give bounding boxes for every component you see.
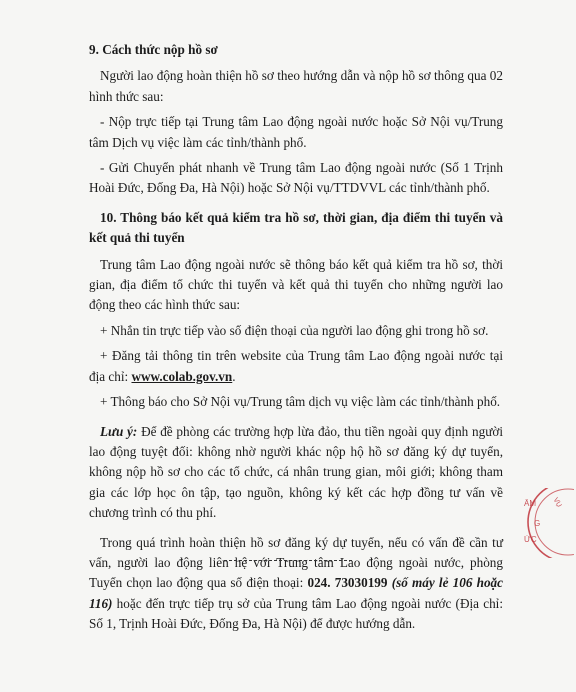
document-body: [89, 40, 503, 640]
svg-text:ÂM: ÂM: [524, 499, 536, 508]
section-9-heading: 9. Cách thức nộp hồ sơ: [89, 42, 218, 57]
section-10-heading: 10. Thông báo kết quả kiểm tra hồ sơ, thời gian, địa điểm thi tuyển và kết quả thi tuyển: [89, 209, 503, 246]
contact-paragraph: [89, 533, 503, 635]
note-label: Lưu ý:: [100, 423, 138, 439]
official-seal: [510, 488, 574, 558]
svg-text:G: G: [534, 519, 541, 528]
section-9-item-1: - Nộp trực tiếp tại Trung tâm Lao động ngoài nước hoặc Sở Nội vụ/Trung tâm Dịch vụ việc làm các tỉnh/thành phố.: [89, 114, 503, 150]
end-divider: [224, 560, 352, 561]
section-10-item-3: + Thông báo cho Sở Nội vụ/Trung tâm dịch vụ việc làm các tỉnh/thành phố.: [100, 394, 501, 410]
contact-extension: (số máy lẻ 106 hoặc 116): [89, 575, 503, 611]
section-10-item-2-end: .: [232, 368, 236, 384]
note-paragraph: [89, 422, 503, 524]
section-10-item-2: [89, 346, 503, 387]
svg-text:ỨC: ỨC: [524, 535, 537, 544]
section-9-item-2: - Gửi Chuyển phát nhanh về Trung tâm Lao động ngoài nước (Số 1 Trịnh Hoài Đức, Đống Đa, Hà Nội) hoặc Sở Nội vụ/TTDVVL các tỉnh/thành phố.: [89, 160, 503, 196]
section-10-item-1: + Nhắn tin trực tiếp vào số điện thoại của người lao động ghi trong hồ sơ.: [100, 322, 489, 338]
section-9-intro: Người lao động hoàn thiện hồ sơ theo hướng dẫn và nộp hồ sơ thông qua 02 hình thức sau:: [89, 68, 503, 104]
note-text: Để đề phòng các trường hợp lừa đảo, thu tiền ngoài quy định người lao động tuyệt đối: không nhờ người khác nộp hộ hồ sơ đăng ký dự tuyển, không nộp hồ sơ cho các tổ chức, cá nhân trung gian, môi giới; không tham gia các lớp học ôn tập, tạo nguồn, không ký kết các hợp đồng tư vấn về chương trình có thu phí.: [89, 423, 503, 521]
section-10-item-2-text: + Đăng tải thông tin trên website của Trung tâm Lao động ngoài nước tại địa chỉ:: [89, 348, 503, 384]
contact-phone: 024. 73030199: [307, 575, 388, 591]
section-10-intro: Trung tâm Lao động ngoài nước sẽ thông báo kết quả kiểm tra hồ sơ, thời gian, địa điểm tổ chức thi tuyển và kết quả thi tuyển cho những người lao động theo các hình thức sau:: [89, 256, 503, 313]
contact-text-2: hoặc đến trực tiếp trụ sở của Trung tâm Lao động ngoài nước (Địa chỉ: Số 1, Trịnh Hoài Đức, Đống Đa, Hà Nội) để được hướng dẫn.: [89, 595, 503, 632]
website-link[interactable]: www.colab.gov.vn: [131, 368, 233, 384]
svg-text:VỤ: VỤ: [551, 496, 563, 509]
contact-text-1: Trong quá trình hoàn thiện hồ sơ đăng ký dự tuyển, nếu có vấn đề cần tư vấn, người lao động liên hệ với Trung tâm Lao động ngoài nước, phòng Tuyển chọn lao động qua số điện thoại:: [89, 534, 503, 591]
